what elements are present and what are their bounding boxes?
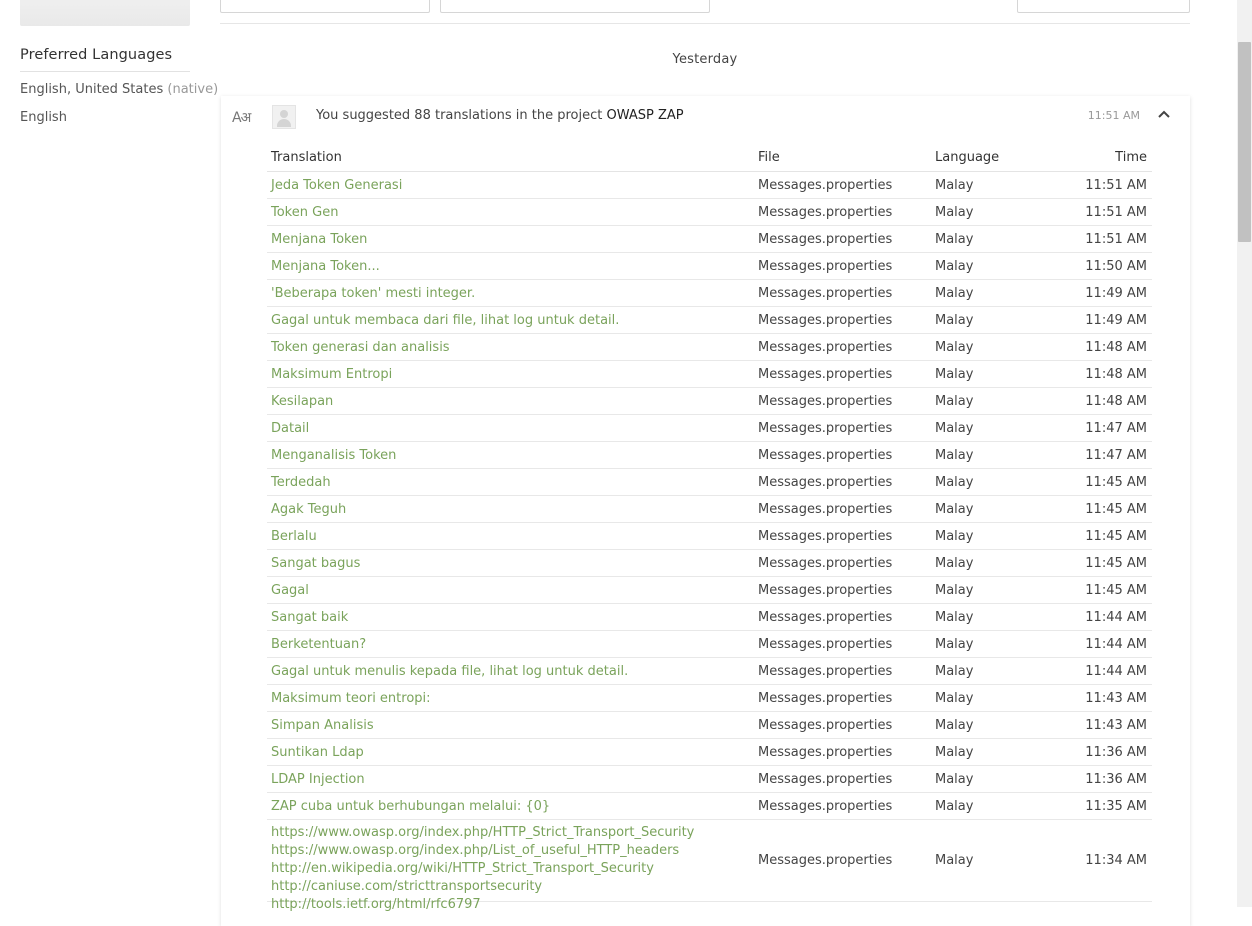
language-cell: Malay xyxy=(935,421,974,436)
time-cell: 11:50 AM xyxy=(1085,259,1147,274)
page-scrollbar[interactable] xyxy=(1237,0,1252,907)
translation-link[interactable]: 'Beberapa token' mesti integer. xyxy=(271,286,476,301)
time-cell: 11:45 AM xyxy=(1085,475,1147,490)
file-cell: Messages.properties xyxy=(758,421,893,436)
language-name: English, United States xyxy=(20,82,164,97)
user-avatar[interactable] xyxy=(272,105,296,129)
translation-link[interactable]: Gagal xyxy=(271,583,309,598)
translation-link[interactable]: Maksimum Entropi xyxy=(271,367,393,382)
file-cell: Messages.properties xyxy=(758,340,893,355)
column-header-translation: Translation xyxy=(271,150,342,165)
time-cell: 11:51 AM xyxy=(1085,232,1147,247)
table-row xyxy=(267,604,1152,631)
time-cell: 11:43 AM xyxy=(1085,691,1147,706)
column-header-file: File xyxy=(758,150,780,165)
activity-summary xyxy=(316,108,684,123)
column-header-time: Time xyxy=(1115,150,1147,165)
preferred-language-item xyxy=(20,82,219,97)
language-cell: Malay xyxy=(935,475,974,490)
language-cell: Malay xyxy=(935,232,974,247)
file-cell: Messages.properties xyxy=(758,475,893,490)
translation-line: https://www.owasp.org/index.php/HTTP_Strict_Transport_Security xyxy=(271,825,695,840)
translate-icon: Aअ xyxy=(232,110,251,126)
table-row xyxy=(267,469,1152,496)
table-row xyxy=(267,226,1152,253)
time-cell: 11:44 AM xyxy=(1085,637,1147,652)
date-range-button[interactable] xyxy=(1017,0,1190,13)
translation-link[interactable]: LDAP Injection xyxy=(271,772,365,787)
file-cell: Messages.properties xyxy=(758,583,893,598)
translation-link[interactable]: Simpan Analisis xyxy=(271,718,374,733)
table-row xyxy=(267,172,1152,199)
language-cell: Malay xyxy=(935,448,974,463)
time-cell: 11:51 AM xyxy=(1085,205,1147,220)
table-row xyxy=(267,712,1152,739)
file-cell: Messages.properties xyxy=(758,772,893,787)
time-cell: 11:35 AM xyxy=(1085,799,1147,814)
language-cell: Malay xyxy=(935,799,974,814)
preferred-language-item xyxy=(20,110,190,125)
time-cell: 11:49 AM xyxy=(1085,313,1147,328)
activity-time: 11:51 AM xyxy=(1087,109,1140,122)
table-row xyxy=(267,523,1152,550)
day-group-label: Yesterday xyxy=(672,52,738,67)
table-row xyxy=(267,415,1152,442)
table-row xyxy=(267,307,1152,334)
time-cell: 11:36 AM xyxy=(1085,772,1147,787)
language-cell: Malay xyxy=(935,745,974,760)
file-cell: Messages.properties xyxy=(758,286,893,301)
language-name: English xyxy=(20,110,67,125)
time-cell: 11:44 AM xyxy=(1085,664,1147,679)
time-cell: 11:36 AM xyxy=(1085,745,1147,760)
translation-link[interactable]: Menganalisis Token xyxy=(271,448,397,463)
table-row xyxy=(267,631,1152,658)
file-cell: Messages.properties xyxy=(758,502,893,517)
activity-summary-text: You suggested 88 translations in the project xyxy=(316,108,607,123)
language-cell: Malay xyxy=(935,556,974,571)
file-cell: Messages.properties xyxy=(758,232,893,247)
table-row xyxy=(267,685,1152,712)
translation-link[interactable]: Gagal untuk menulis kepada file, lihat log untuk detail. xyxy=(271,664,629,679)
language-cell: Malay xyxy=(935,529,974,544)
time-cell: 11:48 AM xyxy=(1085,340,1147,355)
project-link[interactable]: OWASP ZAP xyxy=(606,108,684,123)
time-cell: 11:44 AM xyxy=(1085,610,1147,625)
table-row xyxy=(267,658,1152,685)
translation-link[interactable]: Token Gen xyxy=(271,205,339,220)
language-cell: Malay xyxy=(935,286,974,301)
translation-link[interactable]: Berlalu xyxy=(271,529,317,544)
file-cell: Messages.properties xyxy=(758,610,893,625)
time-cell: 11:48 AM xyxy=(1085,367,1147,382)
time-cell: 11:45 AM xyxy=(1085,502,1147,517)
table-row xyxy=(267,442,1152,469)
table-row xyxy=(267,388,1152,415)
language-cell: Malay xyxy=(935,313,974,328)
language-cell: Malay xyxy=(935,610,974,625)
time-cell: 11:48 AM xyxy=(1085,394,1147,409)
time-cell: 11:45 AM xyxy=(1085,583,1147,598)
table-row xyxy=(267,253,1152,280)
table-row xyxy=(267,793,1152,820)
translation-link[interactable]: Jeda Token Generasi xyxy=(271,178,403,193)
language-cell: Malay xyxy=(935,394,974,409)
language-cell: Malay xyxy=(935,637,974,652)
translation-link[interactable]: Terdedah xyxy=(271,475,331,490)
translation-link[interactable]: Maksimum teori entropi: xyxy=(271,691,431,706)
table-row xyxy=(267,199,1152,226)
language-cell: Malay xyxy=(935,583,974,598)
file-cell: Messages.properties xyxy=(758,448,893,463)
translation-line: http://caniuse.com/stricttransportsecurity http://tools.ietf.org/html/rfc6797 xyxy=(271,879,543,912)
translation-link[interactable]: Suntikan Ldap xyxy=(271,745,364,760)
chevron-up-icon[interactable] xyxy=(1156,106,1172,122)
translation-link[interactable]: Kesilapan xyxy=(271,394,334,409)
file-cell: Messages.properties xyxy=(758,367,893,382)
time-cell: 11:49 AM xyxy=(1085,286,1147,301)
table-row xyxy=(267,577,1152,604)
language-cell: Malay xyxy=(935,205,974,220)
language-cell: Malay xyxy=(935,502,974,517)
translation-link[interactable]: ZAP cuba untuk berhubungan melalui: {0} xyxy=(271,799,551,814)
language-cell: Malay xyxy=(935,718,974,733)
time-cell: 11:51 AM xyxy=(1085,178,1147,193)
time-cell: 11:47 AM xyxy=(1085,421,1147,436)
file-cell: Messages.properties xyxy=(758,718,893,733)
table-row xyxy=(267,550,1152,577)
file-cell: Messages.properties xyxy=(758,691,893,706)
file-cell: Messages.properties xyxy=(758,259,893,274)
translation-link[interactable]: Gagal untuk membaca dari file, lihat log untuk detail. xyxy=(271,313,620,328)
file-cell: Messages.properties xyxy=(758,799,893,814)
time-cell: 11:45 AM xyxy=(1085,556,1147,571)
table-row xyxy=(267,496,1152,523)
translation-link[interactable]: Menjana Token xyxy=(271,232,368,247)
translation-link[interactable]: Agak Teguh xyxy=(271,502,347,517)
table-row xyxy=(267,361,1152,388)
table-header xyxy=(267,144,1152,172)
time-cell: 11:45 AM xyxy=(1085,529,1147,544)
language-cell: Malay xyxy=(935,772,974,787)
file-cell: Messages.properties xyxy=(758,205,893,220)
time-cell: 11:47 AM xyxy=(1085,448,1147,463)
language-native-tag: (native) xyxy=(167,82,219,97)
file-cell: Messages.properties xyxy=(758,529,893,544)
language-cell: Malay xyxy=(935,691,974,706)
file-cell: Messages.properties xyxy=(758,178,893,193)
translation-link[interactable]: Datail xyxy=(271,421,310,436)
translation-line: https://www.owasp.org/index.php/List_of_useful_HTTP_headers xyxy=(271,843,680,858)
event-filter-select[interactable] xyxy=(220,0,430,13)
time-cell: 11:34 AM xyxy=(1085,853,1147,868)
translation-link[interactable]: Sangat baik xyxy=(271,610,349,625)
column-header-language: Language xyxy=(935,150,1000,165)
language-cell: Malay xyxy=(935,178,974,193)
language-cell: Malay xyxy=(935,664,974,679)
project-filter-select[interactable] xyxy=(440,0,710,13)
file-cell: Messages.properties xyxy=(758,745,893,760)
translation-link[interactable] xyxy=(271,824,741,914)
time-cell: 11:43 AM xyxy=(1085,718,1147,733)
file-cell: Messages.properties xyxy=(758,664,893,679)
language-cell: Malay xyxy=(935,340,974,355)
profile-image-placeholder xyxy=(20,0,190,26)
table-row xyxy=(267,280,1152,307)
table-row xyxy=(267,820,1152,912)
table-row xyxy=(267,334,1152,361)
scrollbar-thumb[interactable] xyxy=(1238,42,1251,242)
language-cell: Malay xyxy=(935,259,974,274)
translation-link[interactable]: Token generasi dan analisis xyxy=(271,340,450,355)
language-cell: Malay xyxy=(935,367,974,382)
translations-table xyxy=(267,144,1152,912)
translation-line: http://en.wikipedia.org/wiki/HTTP_Strict_Transport_Security xyxy=(271,861,654,876)
language-cell: Malay xyxy=(935,853,974,868)
file-cell: Messages.properties xyxy=(758,313,893,328)
translation-link[interactable]: Berketentuan? xyxy=(271,637,367,652)
activity-header[interactable] xyxy=(221,96,1190,136)
table-row xyxy=(267,766,1152,793)
table-row xyxy=(267,739,1152,766)
divider xyxy=(220,23,1190,24)
translation-link[interactable]: Sangat bagus xyxy=(271,556,361,571)
file-cell: Messages.properties xyxy=(758,637,893,652)
file-cell: Messages.properties xyxy=(758,394,893,409)
activity-card xyxy=(221,96,1190,926)
file-cell: Messages.properties xyxy=(758,853,893,868)
preferred-languages-heading: Preferred Languages xyxy=(20,47,190,72)
translation-link[interactable]: Menjana Token... xyxy=(271,259,380,274)
file-cell: Messages.properties xyxy=(758,556,893,571)
